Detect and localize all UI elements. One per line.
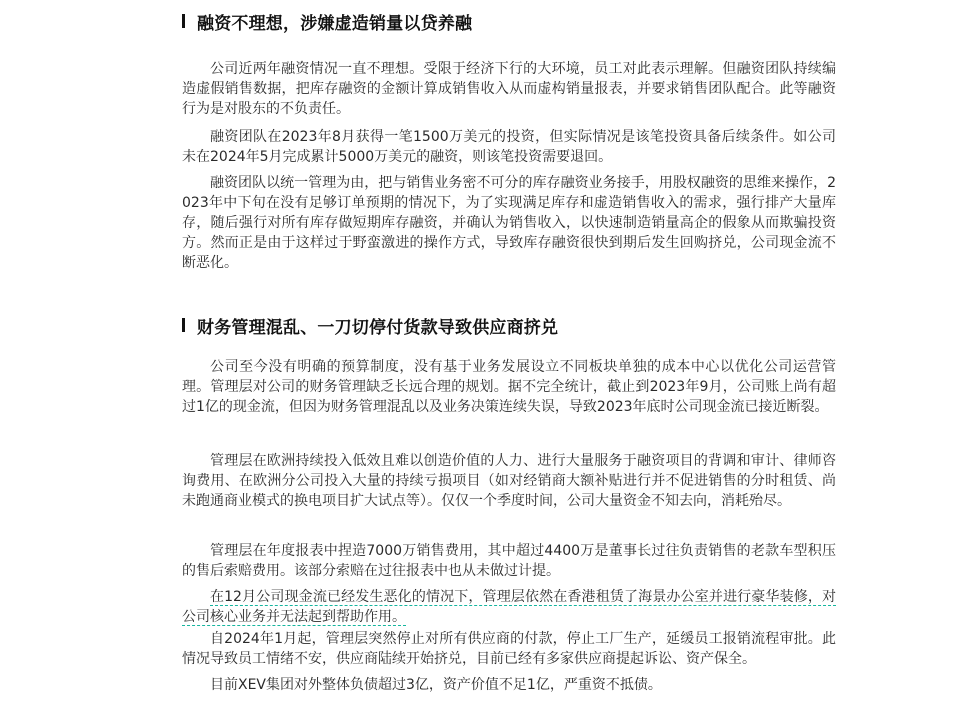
paragraph: 公司至今没有明确的预算制度，没有基于业务发展设立不同板块单独的成本中心以优化公司运营管理。管理层对公司的财务管理缺乏长远合理的规划。据不完全统计，截止到2023年9月，公司账上尚有超过1亿的现金流，但因为财务管理混乱以及业务决策连续失误，导致2023年底时公司现金流已接近断裂。 bbox=[182, 359, 836, 415]
heading-bar-marker bbox=[182, 318, 185, 332]
paragraph: 融资团队以统一管理为由，把与销售业务密不可分的库存融资业务接手，用股权融资的思维来操作，2023年中下旬在没有足够订单预期的情况下，为了实现满足库存和虚造销售收入的需求，强行排产大量库存，随后强行对所有库存做短期库存融资，并确认为销售收入，以快速制造销量高企的假象从而欺骗投资方。然而正是由于这样过于野蛮激进的操作方式，导致库存融资很快到期后发生回购挤兑，公司现金流不断恶化。 bbox=[182, 175, 836, 271]
paragraph: 融资团队在2023年8月获得一笔1500万美元的投资，但实际情况是该笔投资具备后续条件。如公司未在2024年5月完成累计5000万美元的融资，则该笔投资需要退回。 bbox=[182, 129, 836, 165]
section-title: 财务管理混乱、一刀切停付货款导致供应商挤兑 bbox=[197, 317, 559, 338]
paragraph: 公司近两年融资情况一直不理想。受限于经济下行的大环境，员工对此表示理解。但融资团队持续编造虚假销售数据，把库存融资的金额计算成销售收入从而虚构销量报表，并要求销售团队配合。此等融资行为是对股东的不负责任。 bbox=[182, 61, 836, 117]
section-heading-finance-management bbox=[182, 311, 558, 339]
paragraph: 目前XEV集团对外整体负债超过3亿，资产价值不足1亿，严重资不抵债。 bbox=[210, 677, 662, 693]
paragraph: 管理层在年度报表中捏造7000万销售费用，其中超过4400万是董事长过往负责销售的老款车型积压的售后索赔费用。该部分索赔在过往报表中也从未做过计提。 bbox=[182, 543, 836, 579]
highlighted-text[interactable]: 在12月公司现金流已经发生恶化的情况下，管理层依然在香港租赁了海景办公室并进行豪华装修，对公司核心业务并无法起到帮助作用。 bbox=[182, 589, 836, 625]
paragraph: 自2024年1月起，管理层突然停止对所有供应商的付款，停止工厂生产，延缓员工报销流程审批。此情况导致员工情绪不安，供应商陆续开始挤兑，目前已经有多家供应商提起诉讼、资产保全。 bbox=[182, 631, 836, 667]
section-title: 融资不理想，涉嫌虚造销量以贷养融 bbox=[197, 13, 473, 34]
section-heading-financing bbox=[182, 7, 472, 35]
paragraph-highlighted[interactable] bbox=[182, 587, 836, 627]
heading-bar-marker bbox=[182, 14, 185, 28]
paragraph: 管理层在欧洲持续投入低效且难以创造价值的人力、进行大量服务于融资项目的背调和审计、律师咨询费用、在欧洲分公司投入大量的持续亏损项目（如对经销商大额补贴进行并不促进销售的分时租赁、尚未跑通商业模式的换电项目扩大试点等）。仅仅一个季度时间，公司大量资金不知去向，消耗殆尽。 bbox=[182, 453, 836, 509]
